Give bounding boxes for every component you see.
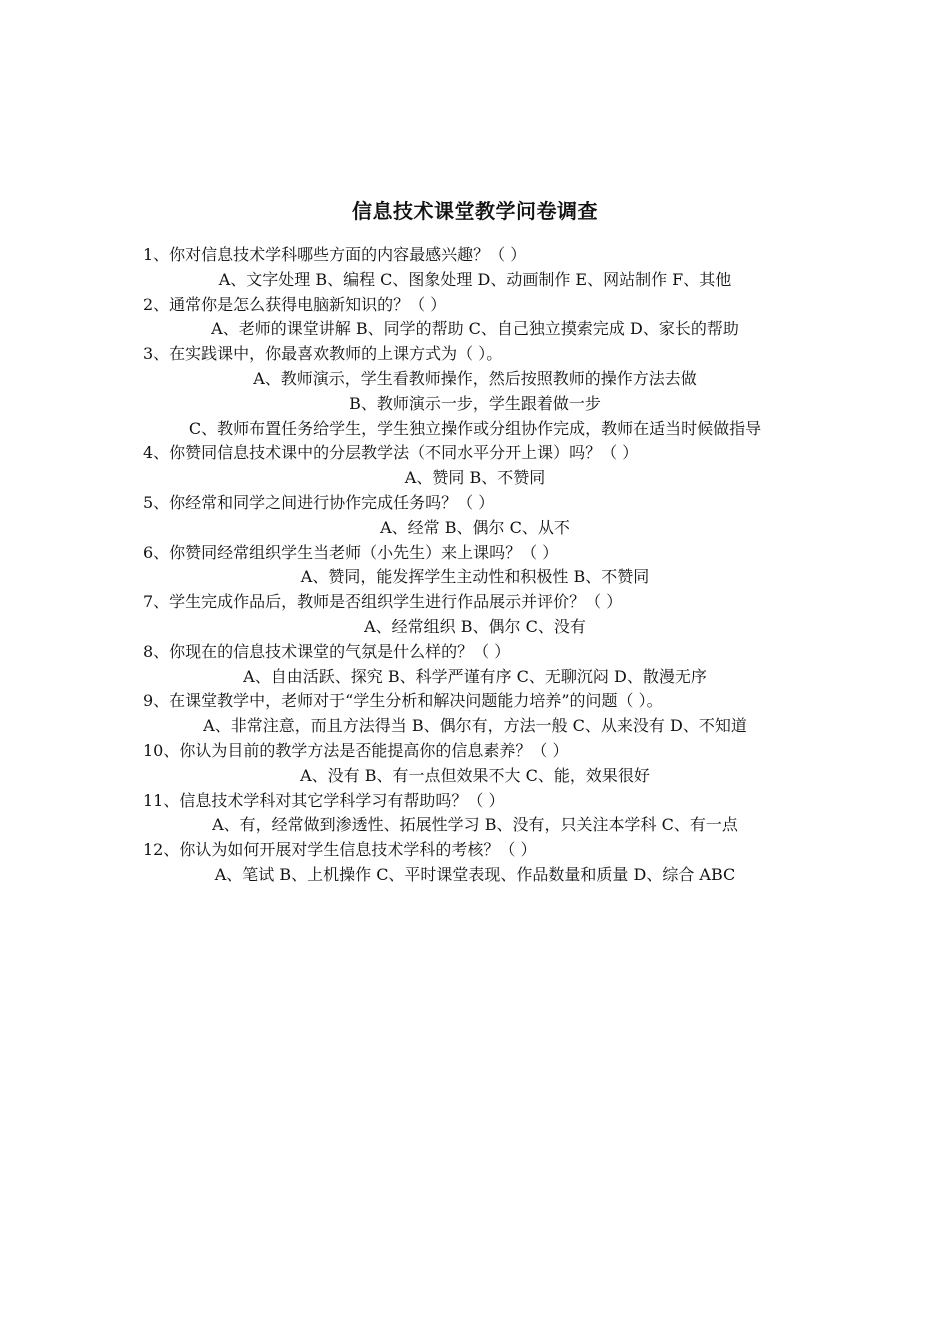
answer-options: A、自由活跃、探究 B、科学严谨有序 C、无聊沉闷 D、散漫无序 (243, 666, 707, 686)
answer-options: A、没有 B、有一点但效果不大 C、能，效果很好 (300, 765, 650, 785)
answer-options: A、非常注意，而且方法得当 B、偶尔有，方法一般 C、从来没有 D、不知道 (203, 716, 747, 736)
page-title: 信息技术课堂教学问卷调查 (352, 199, 598, 223)
answer-options: A、笔试 B、上机操作 C、平时课堂表现、作品数量和质量 D、综合 ABC (214, 864, 736, 884)
question-text: 9、在课堂教学中，老师对于“学生分析和解决问题能力培养”的问题（ ）。 (143, 691, 663, 711)
question-text: 8、你现在的信息技术课堂的气氛是什么样的？（ ） (143, 641, 511, 661)
question-text: 11、信息技术学科对其它学科学习有帮助吗？（ ） (143, 790, 505, 810)
question-text: 7、学生完成作品后，教师是否组织学生进行作品展示并评价？（ ） (143, 592, 623, 612)
question-text: 10、你认为目前的教学方法是否能提高你的信息素养？（ ） (143, 740, 569, 760)
answer-options: A、经常 B、偶尔 C、从不 (380, 517, 570, 537)
answer-options: A、老师的课堂讲解 B、同学的帮助 C、自己独立摸索完成 D、家长的帮助 (211, 319, 739, 339)
answer-options: A、教师演示，学生看教师操作，然后按照教师的操作方法去做 (253, 368, 697, 388)
answer-options: A、赞同 B、不赞同 (404, 468, 546, 488)
answer-options: C、教师布置任务给学生，学生独立操作或分组协作完成，教师在适当时候做指导 (188, 418, 762, 438)
question-text: 12、你认为如何开展对学生信息技术学科的考核？（ ） (143, 840, 537, 860)
question-text: 6、你赞同经常组织学生当老师（小先生）来上课吗？（ ） (143, 542, 559, 562)
question-text: 2、通常你是怎么获得电脑新知识的？（ ） (143, 294, 447, 314)
answer-options: B、教师演示一步，学生跟着做一步 (349, 393, 601, 413)
answer-options: A、有，经常做到渗透性、拓展性学习 B、没有，只关注本学科 C、有一点 (212, 815, 738, 835)
question-text: 3、在实践课中，你最喜欢教师的上课方式为（ ）。 (143, 344, 503, 364)
questionnaire-body (143, 243, 807, 888)
answer-options: A、经常组织 B、偶尔 C、没有 (364, 616, 586, 636)
question-text: 5、你经常和同学之间进行协作完成任务吗？（ ） (143, 492, 495, 512)
question-text: 1、你对信息技术学科哪些方面的内容最感兴趣？（ ） (143, 245, 527, 264)
question-text: 4、你赞同信息技术课中的分层教学法（不同水平分开上课）吗？（ ） (143, 443, 639, 463)
answer-options: A、文字处理 B、编程 C、图象处理 D、动画制作 E、网站制作 F、其他 (218, 269, 732, 289)
answer-options: A、赞同，能发挥学生主动性和积极性 B、不赞同 (300, 567, 650, 587)
